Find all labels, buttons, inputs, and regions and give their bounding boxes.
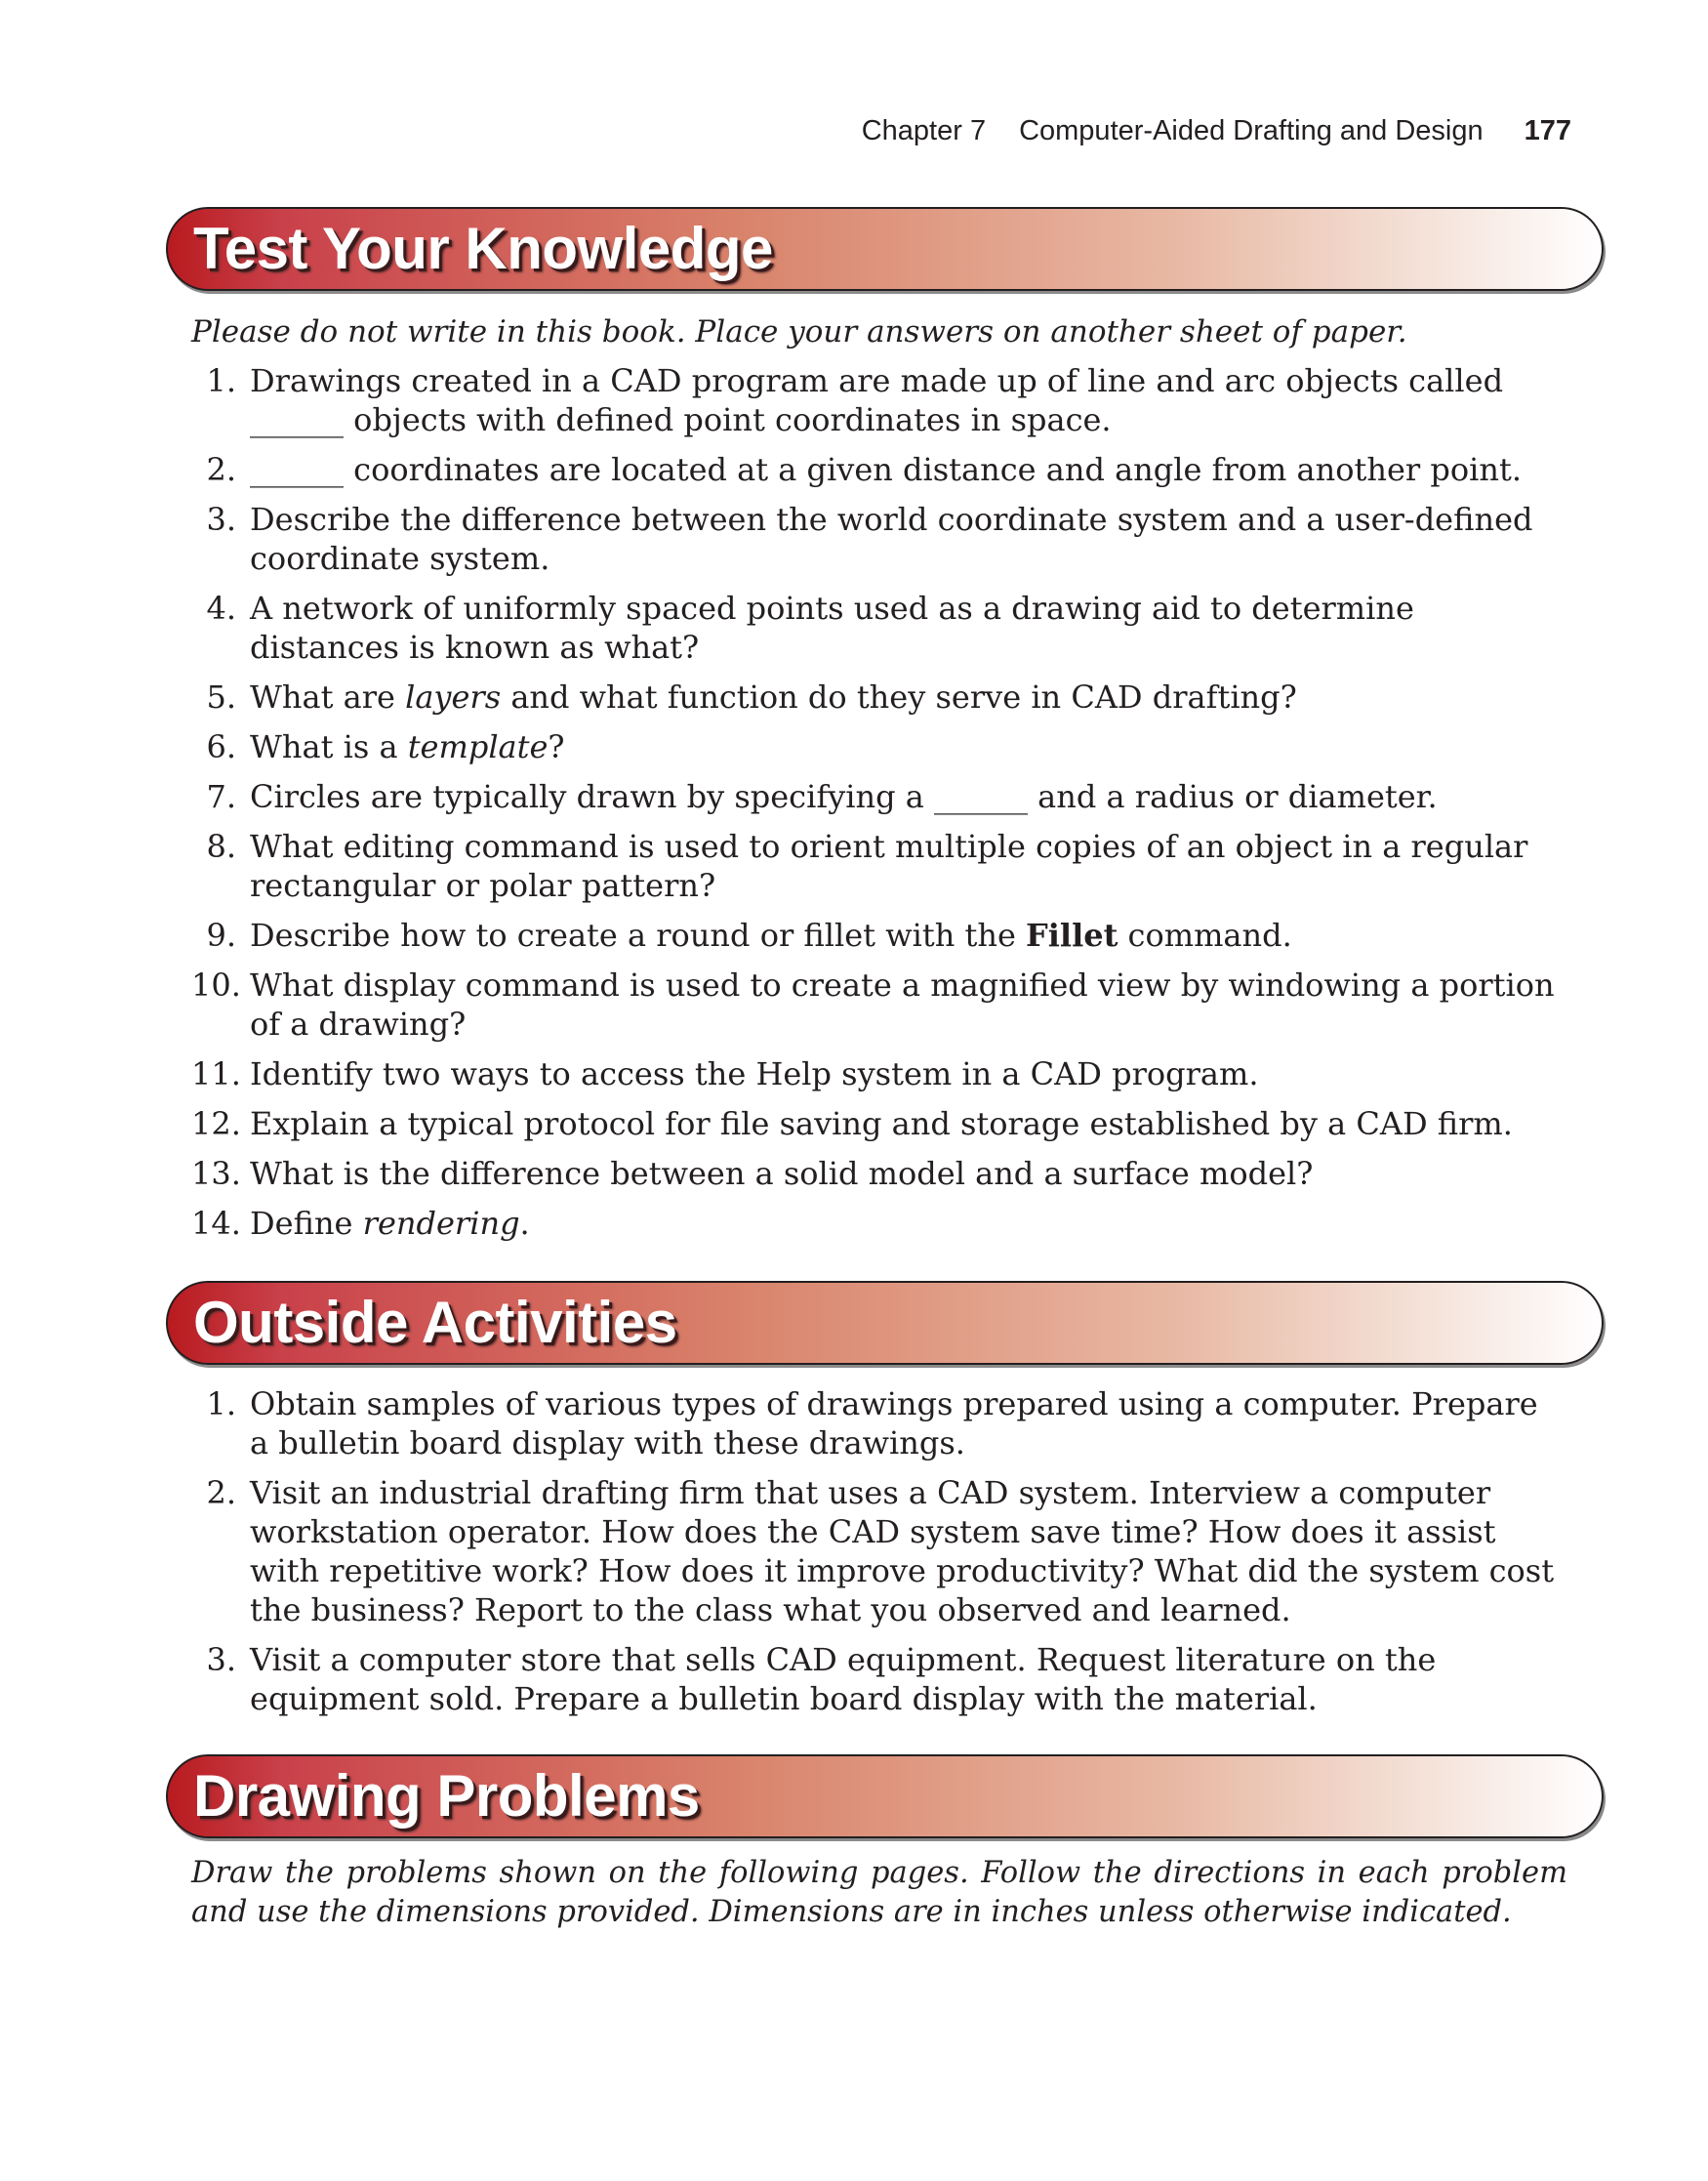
drawing-problems-title: Drawing Problems	[193, 1763, 700, 1829]
activity-number: 1.	[206, 1385, 236, 1422]
question-item	[191, 916, 1558, 955]
activity-text: Visit an industrial drafting firm that uses a CAD system. Interview a computer workstation operator. How does the CAD system save time? How does it assist with repetitive work? How does it improve productivity? What did the system cost the business? Report to the class what you observed and learned.	[250, 1474, 1555, 1628]
question-text: ______ coordinates are located at a given distance and angle from another point.	[250, 451, 1522, 488]
activity-text: Obtain samples of various types of drawings prepared using a computer. Prepare a bulletin board display with these drawings.	[250, 1385, 1538, 1461]
question-text: What display command is used to create a magnified view by windowing a portion of a drawing?	[250, 967, 1555, 1043]
question-text: Circles are typically drawn by specifying a ______ and a radius or diameter.	[250, 778, 1438, 815]
question-text: What editing command is used to orient multiple copies of an object in a regular rectangular or polar pattern?	[250, 828, 1528, 904]
question-text: and what function do they serve in CAD drafting?	[501, 679, 1297, 716]
activity-item	[191, 1473, 1558, 1629]
outside-activities-title: Outside Activities	[193, 1290, 677, 1355]
section-title: Computer-Aided Drafting and Design	[1019, 115, 1484, 146]
question-item	[191, 1054, 1558, 1093]
drawing-problems-instructions: Draw the problems shown on the following pages. Follow the directions in each problem and use the dimensions provided. Dimensions are in inches unless otherwise indicated.	[191, 1856, 1567, 1929]
question-text: What are	[250, 679, 406, 716]
question-text: Describe how to create a round or fillet with the	[250, 917, 1027, 954]
question-item	[191, 727, 1558, 766]
question-item	[191, 966, 1558, 1044]
question-number: 2.	[206, 451, 236, 488]
question-item	[191, 500, 1558, 578]
question-term: rendering	[362, 1205, 520, 1242]
activity-number: 2.	[206, 1474, 236, 1511]
question-number: 3.	[206, 501, 236, 538]
question-item	[191, 777, 1558, 816]
question-number: 7.	[206, 778, 236, 815]
activity-item	[191, 1384, 1558, 1462]
question-text: Drawings created in a CAD program are made up of line and arc objects called ______ objects with defined point coordinates in space.	[250, 362, 1504, 438]
question-number: 11.	[191, 1055, 241, 1092]
question-text: What is a	[250, 728, 408, 765]
question-item	[191, 1154, 1558, 1193]
test-your-knowledge-instructions: Please do not write in this book. Place your answers on another sheet of paper.	[191, 314, 1407, 350]
question-text: What is the difference between a solid model and a surface model?	[250, 1155, 1314, 1192]
question-term: template	[407, 728, 549, 765]
question-text: .	[519, 1205, 530, 1242]
question-number: 5.	[206, 679, 236, 716]
question-number: 6.	[206, 728, 236, 765]
question-item	[191, 827, 1558, 905]
chapter-label: Chapter 7	[861, 115, 987, 146]
outside-activities-banner	[166, 1281, 1604, 1365]
question-number: 1.	[206, 362, 236, 399]
question-text: Describe the difference between the world coordinate system and a user-defined coordinate system.	[250, 501, 1533, 577]
question-text: Define	[250, 1205, 363, 1242]
question-number: 4.	[206, 590, 236, 627]
question-text: command.	[1118, 917, 1292, 954]
question-text: A network of uniformly spaced points used as a drawing aid to determine distances is known as what?	[250, 590, 1414, 666]
question-text: ?	[548, 728, 565, 765]
question-number: 14.	[191, 1205, 241, 1242]
question-item	[191, 1104, 1558, 1143]
question-item	[191, 589, 1558, 667]
question-number: 10.	[191, 967, 241, 1004]
test-your-knowledge-title: Test Your Knowledge	[193, 216, 773, 281]
test-your-knowledge-questions	[191, 361, 1558, 1254]
question-number: 12.	[191, 1105, 241, 1142]
question-item	[191, 1204, 1558, 1243]
command-name: Fillet	[1026, 917, 1118, 954]
question-term: layers	[405, 679, 502, 716]
test-your-knowledge-banner	[166, 207, 1604, 291]
activity-number: 3.	[206, 1641, 236, 1678]
page-number: 177	[1524, 115, 1571, 146]
activity-item	[191, 1640, 1558, 1718]
activity-text: Visit a computer store that sells CAD equipment. Request literature on the equipment sold. Prepare a bulletin board display with the material.	[250, 1641, 1437, 1717]
question-number: 13.	[191, 1155, 241, 1192]
question-item	[191, 361, 1558, 439]
question-item	[191, 678, 1558, 717]
question-text: Explain a typical protocol for file saving and storage established by a CAD firm.	[250, 1105, 1513, 1142]
running-header	[862, 115, 1571, 147]
question-number: 8.	[206, 828, 236, 865]
drawing-problems-banner	[166, 1754, 1604, 1838]
outside-activities-list	[191, 1384, 1558, 1729]
question-number: 9.	[206, 917, 236, 954]
question-text: Identify two ways to access the Help system in a CAD program.	[250, 1055, 1259, 1092]
question-item	[191, 450, 1558, 489]
